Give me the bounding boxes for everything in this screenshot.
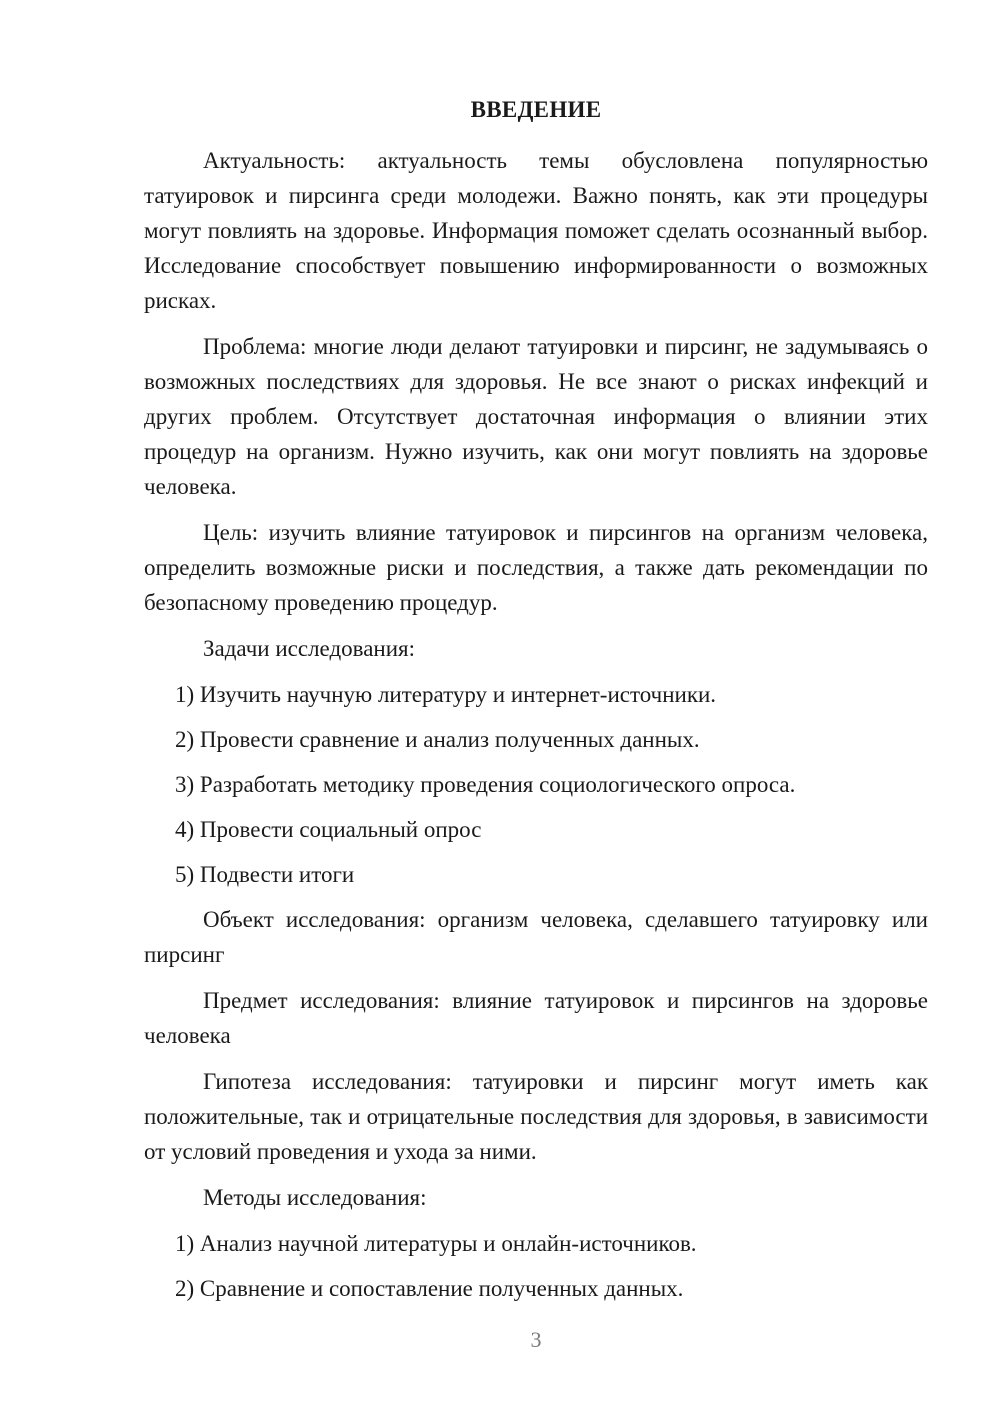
page-number: 3 [530, 1327, 542, 1352]
relevance-paragraph: Актуальность: актуальность темы обусловлена популярностью татуировок и пирсинга среди молодежи. Важно понять, как эти процедуры могут повлиять на здоровье. Информация поможет сделать осознанный выбор. Исследование способствует повышению информированности о возможных рисках. [144, 148, 928, 313]
list-item: 2) Провести сравнение и анализ полученных данных. [175, 727, 700, 752]
body-text [144, 143, 928, 1316]
hypothesis-paragraph: Гипотеза исследования: татуировки и пирсинг могут иметь как положительные, так и отрицательные последствия для здоровья, в зависимости от условий проведения и ухода за ними. [144, 1069, 928, 1164]
methods-title: Методы исследования: [203, 1185, 427, 1210]
list-item: 4) Провести социальный опрос [175, 817, 482, 842]
methods-list [144, 1226, 928, 1306]
list-item: 3) Разработать методику проведения социологического опроса. [175, 772, 796, 797]
list-item: 2) Сравнение и сопоставление полученных данных. [175, 1276, 684, 1301]
object-paragraph: Объект исследования: организм человека, сделавшего татуировку или пирсинг [144, 907, 928, 967]
list-item: 1) Изучить научную литературу и интернет-источники. [175, 682, 717, 707]
problem-paragraph: Проблема: многие люди делают татуировки и пирсинг, не задумываясь о возможных последствиях для здоровья. Не все знают о рисках инфекций и других проблем. Отсутствует достаточная информация о влиянии этих процедур на организм. Нужно изучить, как они могут повлиять на здоровье человека. [144, 334, 928, 499]
list-item: 1) Анализ научной литературы и онлайн-источников. [175, 1231, 697, 1256]
tasks-list [144, 677, 928, 892]
list-item: 5) Подвести итоги [175, 862, 355, 887]
tasks-title: Задачи исследования: [203, 636, 416, 661]
goal-paragraph: Цель: изучить влияние татуировок и пирсингов на организм человека, определить возможные риски и последствия, а также дать рекомендации по безопасному проведению процедур. [144, 520, 928, 615]
section-heading: ВВЕДЕНИЕ [470, 97, 602, 122]
subject-paragraph: Предмет исследования: влияние татуировок и пирсингов на здоровье человека [144, 988, 928, 1048]
